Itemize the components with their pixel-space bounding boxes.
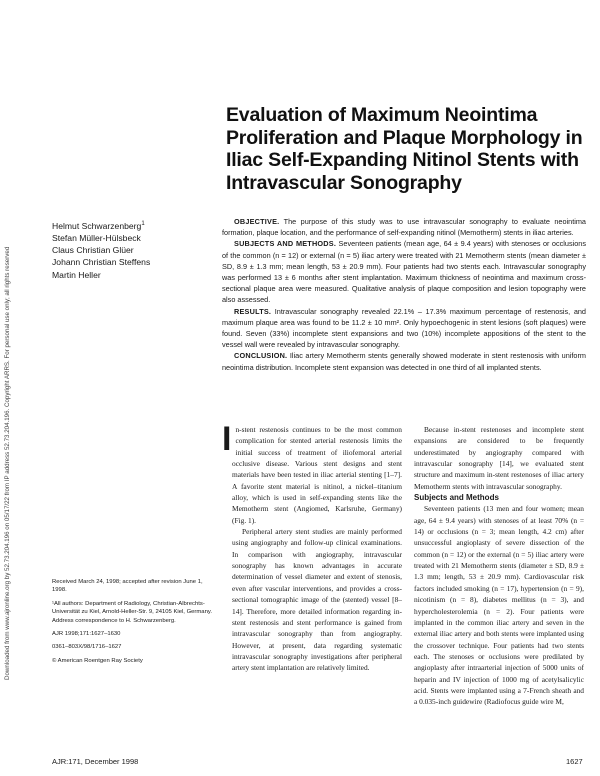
abstract-label: CONCLUSION. (234, 351, 288, 361)
abstract-label: SUBJECTS AND METHODS. (234, 239, 337, 249)
copyright: © American Roentgen Ray Society (52, 657, 143, 664)
body-paragraph: In-stent restenosis continues to be the most common complication for stented arterial restenosis limits the initial success of treatment of iliofemoral arterial occlusive disease. Various stent designs and stent materials have been tested in iliac arterial stenting [1–7]. A favorite stent material is nitinol, a nickel–titanium alloy, which is used in self-expanding stents like the Memotherm stent (Angiomed, Karlsruhe, Germany) (Fig. 1). (222, 420, 402, 525)
abstract-conclusion: CONCLUSION. Iliac artery Memotherm stents generally showed moderate in stent restenosis with uniform neointima distribution. Incomplete stent expansion was detected in one third of all implanted stents. (222, 351, 586, 372)
body-paragraph: Seventeen patients (13 men and four women; mean age, 64 ± 9.4 years) with stenoses of at least 70% (n = 14) or occlusions (n = 3; mean length, 4.2 cm) after unsuccessful angioplasty of severe dissection of the common (n = 12) or the external (n = 5) iliac artery were treated with 21 Memotherm stents (diameter ± SD, 8.9 ± 1.3 mm; length, 53 ± 20.9 mm). Cardiovascular risk factors included smoking (n = 17), hypertension (n = 9), nicotinism (n = 8), diabetes mellitus (n = 3), and hypercholesterolemia (n = 2). Four patients were implanted in the common iliac artery and seven in the external iliac artery and both stents were implanted using the crossover technique. Four patients had two stents each. The stenoses or occlusions were predilated by angioplasty after intraarterial injection of 5000 units of heparin and IV injection of 1000 mg of acetylsalicylic acid. Stents were implanted using a 7-French sheath and a 0.035-inch guidewire (Radiofocus guide wire M, (414, 504, 584, 707)
author-name: Johann Christian Steffens (52, 257, 151, 268)
footer-journal-issue: AJR:171, December 1998 (52, 757, 139, 766)
abstract-label: RESULTS. (234, 306, 272, 316)
author-name: Stefan Müller-Hülsbeck (52, 233, 141, 244)
author-list (52, 218, 212, 281)
author-name: Claus Christian Glüer (52, 245, 134, 256)
article-title: Evaluation of Maximum Neointima Proliferation and Plaque Morphology in Iliac Self-Expanding Nitinol Stents with Intravascular Sonography (226, 104, 583, 194)
publication-info (52, 578, 212, 670)
section-heading: Subjects and Methods (414, 493, 499, 503)
abstract-subjects: SUBJECTS AND METHODS. Seventeen patients (mean age, 64 ± 9.4 years) with stenoses or occlusions of the common (n = 12) or external (n = 5) iliac artery were treated with 21 Memotherm stents (mean diameter ± SD, 8.9 ± 1.3 mm; mean length, 53 ± 20.9 mm). Four patients had two stents each. Intravascular sonography was performed 13 ± 6 months after stent implantation. Maximum thickness of neointima and maximum cross-sectional plaque area were measured. Qualitative analysis of plaque composition and lesion topography were also assessed. (222, 239, 586, 305)
author-name: Martin Heller (52, 269, 101, 280)
abstract-objective: OBJECTIVE. The purpose of this study was to use intravascular sonography to evaluate neointima formation, plaque location, and the performance of self-expanding nitinol (Memotherm) stents in iliac arteries. (222, 217, 586, 238)
abstract-label: OBJECTIVE. (234, 217, 280, 226)
abstract (222, 216, 586, 373)
download-watermark: Downloaded from www.ajronline.org by 52.73.204.196 on 05/17/22 from IP address 52.73.204.196. Copyright ARRS. For personal use only; all rights reserved (4, 246, 11, 680)
body-column-left (222, 420, 402, 674)
body-paragraph: Because in-stent restenoses and incomplete stent expansions are considered to be frequently underestimated by angiography compared with intravascular sonography [14], we evaluated stent structure and maximum in-stent restenoses of iliac artery Memotherm stents with intravascular sonography. (414, 425, 584, 491)
footer-page-number: 1627 (566, 757, 583, 766)
author-footnote-mark: 1 (141, 221, 145, 227)
body-paragraph: Peripheral artery stent studies are mainly performed using angiography and follow-up clinical examinations. In comparison with angiography, intravascular sonography has known advantages in accurate determination of vessel diameter and extent of stenosis, even after vascular interventions, and provides a cross-sectional tomographic image of the (stented) vessel [8–14]. Therefore, more detailed information regarding in-stent restenosis and stent performance is gained from intravascular sonography than from angiography. However, at present, data regarding systematic intravascular sonography investigations after peripheral artery stent implantation are relatively limited. (232, 527, 402, 673)
author-name: Helmut Schwarzenberg$^1$ (52, 220, 145, 231)
journal-reference: AJR 1998;171:1627–1630 (52, 631, 121, 638)
body-column-right (414, 424, 584, 708)
abstract-results: RESULTS. Intravascular sonography revealed 22.1% – 17.3% maximum percentage of restenosis, and maximum plaque area was found to be 11.2 ± 10 mm². Only hypoechogenic in stent lesions (soft plaques) were found. Seven (33%) incomplete stent expansions and two (10%) incomplete appositions of the stent to the vessel wall were revealed by intravascular sonography. (222, 306, 586, 350)
issn: 0361–803X/98/1716–1627 (52, 644, 122, 651)
drop-cap: I (222, 420, 232, 458)
received-date: Received March 24, 1998; accepted after revision June 1, 1998. (52, 579, 203, 594)
author-affiliation: ¹All authors: Department of Radiology, Christian-Albrechts-Universität zu Kiel, Arnold-Heller-Str. 9, 24105 Kiel, Germany. Address correspondence to H. Schwarzenberg. (52, 600, 212, 624)
